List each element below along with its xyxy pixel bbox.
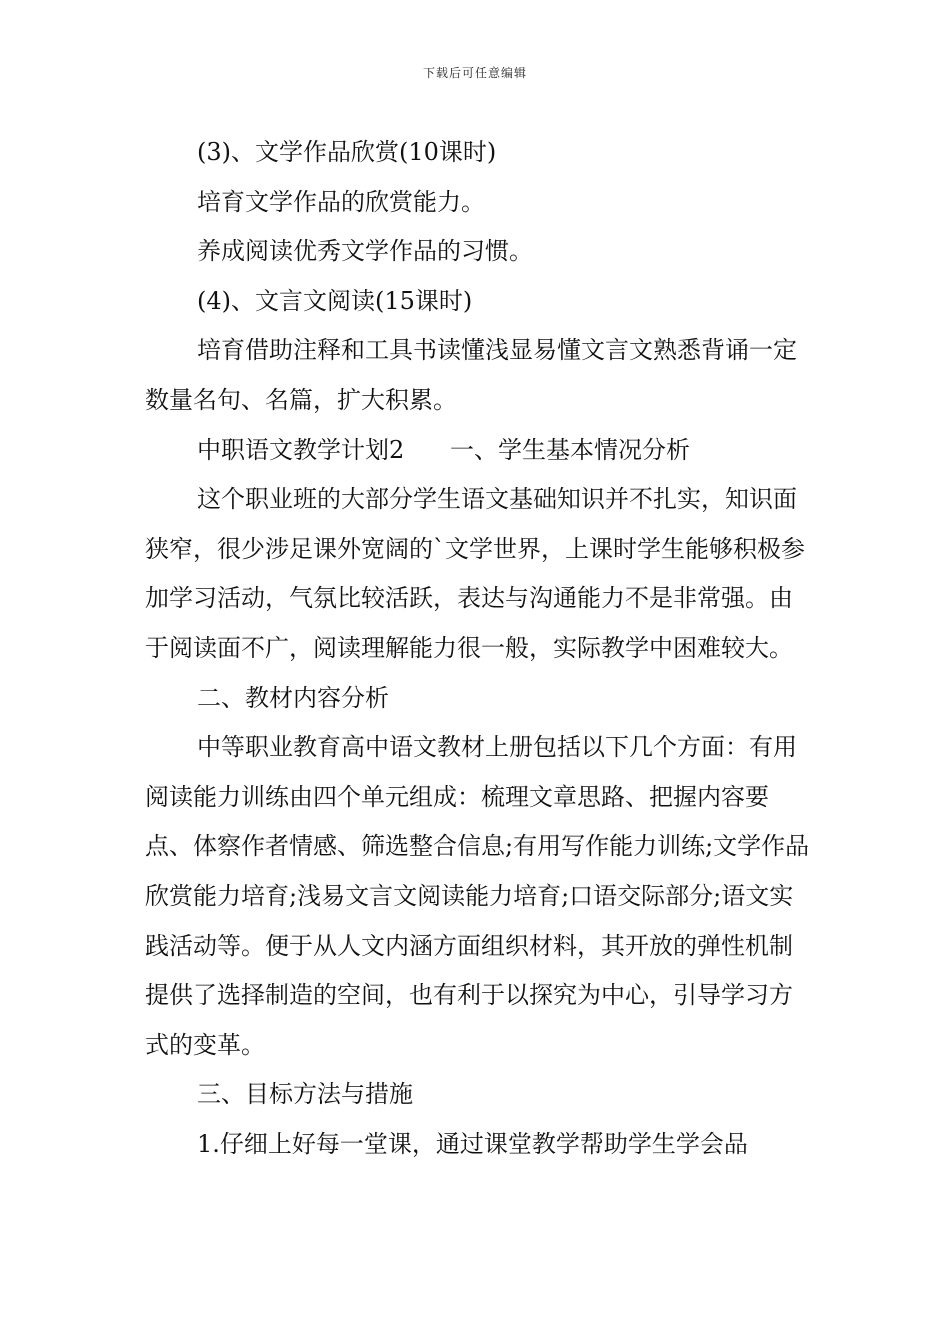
paragraph-goal-1: 1.仔细上好每一堂课，通过课堂教学帮助学生学会品 <box>197 1129 748 1158</box>
paragraph-appreciation-ability: 培育文学作品的欣赏能力。 <box>197 187 485 216</box>
paragraph-goals-heading: 三、目标方法与措施 <box>197 1080 413 1109</box>
paragraph-section-4-title: (4)、文言文阅读(15课时) <box>197 286 473 315</box>
paragraph-textbook-analysis: 中等职业教育高中语文教材上册包括以下几个方面：有用阅读能力训练由四个单元组成：梳理文章思路、把握内容要点、体察作者情感、筛选整合信息;有用写作能力训练;文学作品欣赏能力培育;浅易文言文阅读能力培育;口语交际部分;语文实践活动等。便于从人文内涵方面组织材料，其开放的弹性机制提供了选择制造的空间，也有利于以探究为中心，引导学习方式的变革。 <box>145 733 810 1059</box>
paragraph-plan-2-heading: 中职语文教学计划2 一、学生基本情况分析 <box>197 435 691 464</box>
paragraph-reading-habit: 养成阅读优秀文学作品的习惯。 <box>197 237 533 266</box>
paragraph-textbook-heading: 二、教材内容分析 <box>197 683 389 712</box>
paragraph-classical-chinese: 培育借助注释和工具书读懂浅显易懂文言文熟悉背诵一定数量名句、名篇，扩大积累。 <box>145 336 797 414</box>
paragraph-section-3-title: (3)、文学作品欣赏(10课时) <box>197 138 497 166</box>
paragraph-student-analysis: 这个职业班的大部分学生语文基础知识并不扎实，知识面狭窄，很少涉足课外宽阔的`文学世界，上课时学生能够积极参加学习活动，气氛比较活跃，表达与沟通能力不是非常强。由于阅读面不广，阅读理解能力很一般，实际教学中困难较大。 <box>145 485 805 662</box>
page-header: 下载后可任意编辑 <box>422 66 527 80</box>
document-body <box>145 128 810 1169</box>
